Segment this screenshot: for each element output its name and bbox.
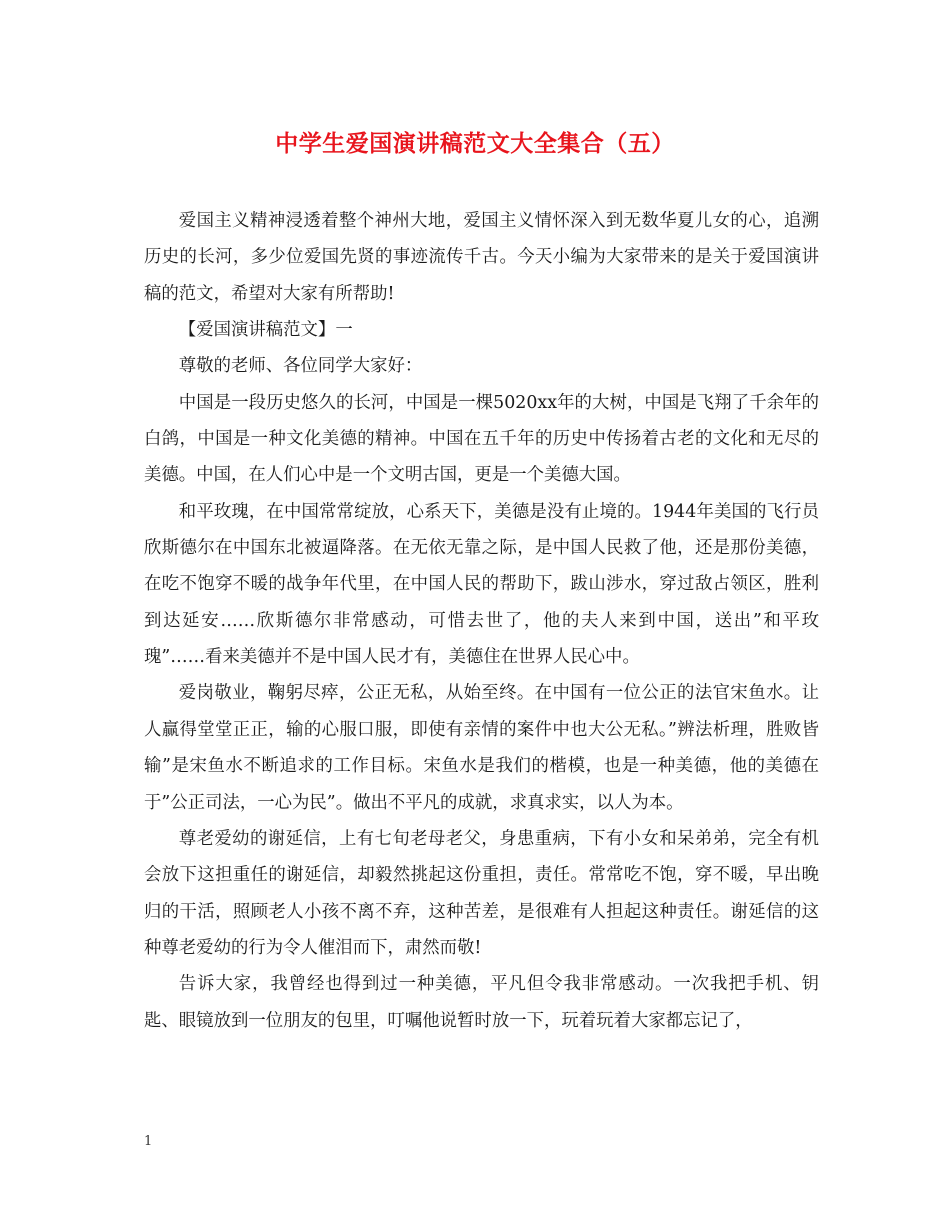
body-paragraph: 爱岗敬业，鞠躬尽瘁，公正无私，从始至终。在中国有一位公正的法官宋鱼水。让人赢得堂堂正正，输的心服口服，即使有亲情的案件中也大公无私。”辨法析理，胜败皆输”是宋鱼水不断追求的工作目标。宋鱼水是我们的楷模，也是一种美德，他的美德在于”公正司法，一心为民”。做出不平凡的成就，求真求实，以人为本。 [144, 683, 819, 813]
body-paragraph: 中国是一段历史悠久的长河，中国是一棵5020xx年的大树，中国是飞翔了千余年的白鸽，中国是一种文化美德的精神。中国在五千年的历史中传扬着古老的文化和无尽的美德。中国，在人们心中是一个文明古国，更是一个美德大国。 [144, 392, 819, 486]
document-body [144, 203, 819, 1039]
body-paragraph: 尊老爱幼的谢延信，上有七旬老母老父，身患重病，下有小女和呆弟弟，完全有机会放下这担重任的谢延信，却毅然挑起这份重担，责任。常常吃不饱，穿不暖，早出晚归的干活，照顾老人小孩不离不弃，这种苦差，是很难有人担起这种责任。谢延信的这种尊老爱幼的行为令人催泪而下，肃然而敬! [144, 828, 819, 958]
body-paragraph: 告诉大家，我曾经也得到过一种美德，平凡但令我非常感动。一次我把手机、钥匙、眼镜放到一位朋友的包里，叮嘱他说暂时放一下，玩着玩着大家都忘记了， [144, 974, 819, 1031]
salutation: 尊敬的老师、各位同学大家好： [178, 356, 423, 377]
page-title: 中学生爱国演讲稿范文大全集合（五） [275, 130, 675, 157]
body-paragraph: 和平玫瑰，在中国常常绽放，心系天下，美德是没有止境的。1944年美国的飞行员欣斯德尔在中国东北被逼降落。在无依无靠之际，是中国人民救了他，还是那份美德，在吃不饱穿不暖的战争年代里，在中国人民的帮助下，跋山涉水，穿过敌占领区，胜利到达延安……欣斯德尔非常感动，可惜去世了，他的夫人来到中国，送出”和平玫瑰”……看来美德并不是中国人民才有，美德住在世界人民心中。 [144, 501, 819, 668]
page-number: 1 [144, 1134, 153, 1149]
section-heading: 【爱国演讲稿范文】一 [178, 320, 353, 341]
intro-paragraph: 爱国主义精神浸透着整个神州大地，爱国主义情怀深入到无数华夏儿女的心，追溯历史的长河，多少位爱国先贤的事迹流传千古。今天小编为大家带来的是关于爱国演讲稿的范文，希望对大家有所帮助! [144, 211, 819, 304]
